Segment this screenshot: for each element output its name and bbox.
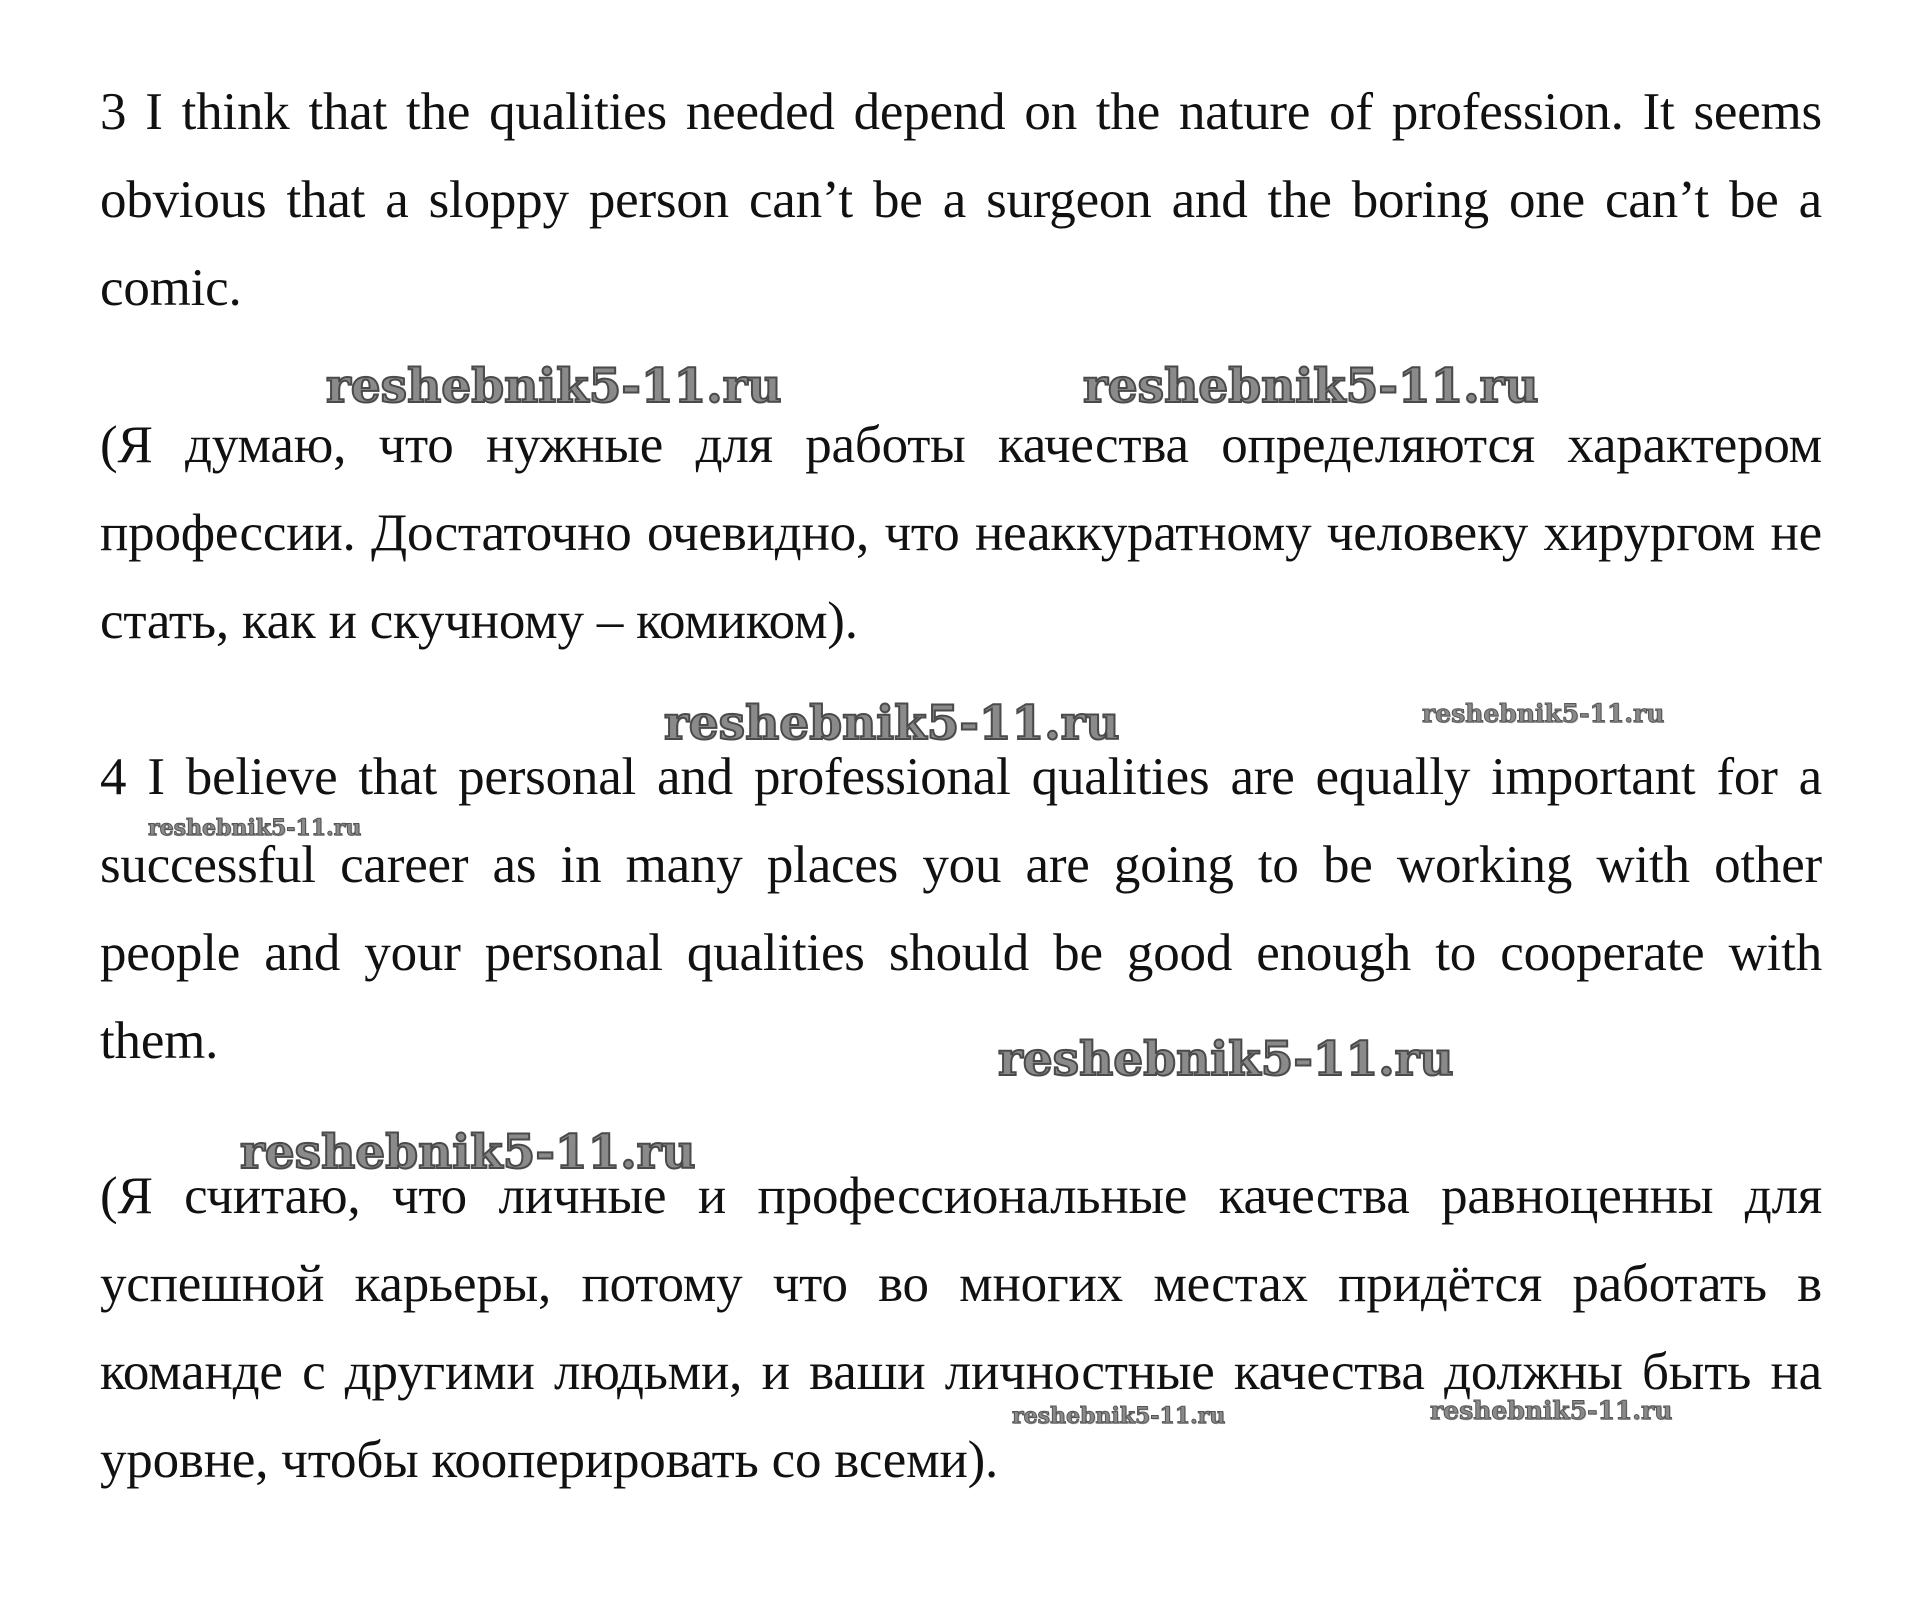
watermark: reshebnik5-11.ru <box>664 696 1120 751</box>
answer-3-english: 3 I think that the qualities needed depend on the nature of profession. It seems obvious that a sloppy person can’t be a surgeon and the boring one can’t be a comic. <box>100 83 1822 317</box>
watermark: reshebnik5-11.ru <box>1083 359 1539 414</box>
watermark: reshebnik5-11.ru <box>148 815 362 841</box>
watermark: reshebnik5-11.ru <box>326 359 782 414</box>
watermark: reshebnik5-11.ru <box>1430 1396 1673 1425</box>
watermark: reshebnik5-11.ru <box>1422 699 1665 728</box>
answer-3-russian: (Я думаю, что нужные для работы качества определяются характером профессии. Достаточно очевидно, что неаккуратному человеку хирургом не стать, как и скучному – комиком). <box>100 416 1822 650</box>
watermark: reshebnik5-11.ru <box>998 1032 1454 1087</box>
watermark: reshebnik5-11.ru <box>1012 1403 1226 1429</box>
answer-4-russian: (Я считаю, что личные и профессиональные качества равноценны для успешной карьеры, потому что во многих местах придётся работать в команде с другими людьми, и ваши личностные качества должны быть на уровне, чтобы кооперировать со всеми). <box>100 1167 1822 1489</box>
answer-4-english: 4 I believe that personal and professional qualities are equally important for a successful career as in many places you are going to be working with other people and your personal qualities should be good enough to cooperate with them. <box>100 748 1822 1070</box>
watermark: reshebnik5-11.ru <box>240 1125 696 1180</box>
